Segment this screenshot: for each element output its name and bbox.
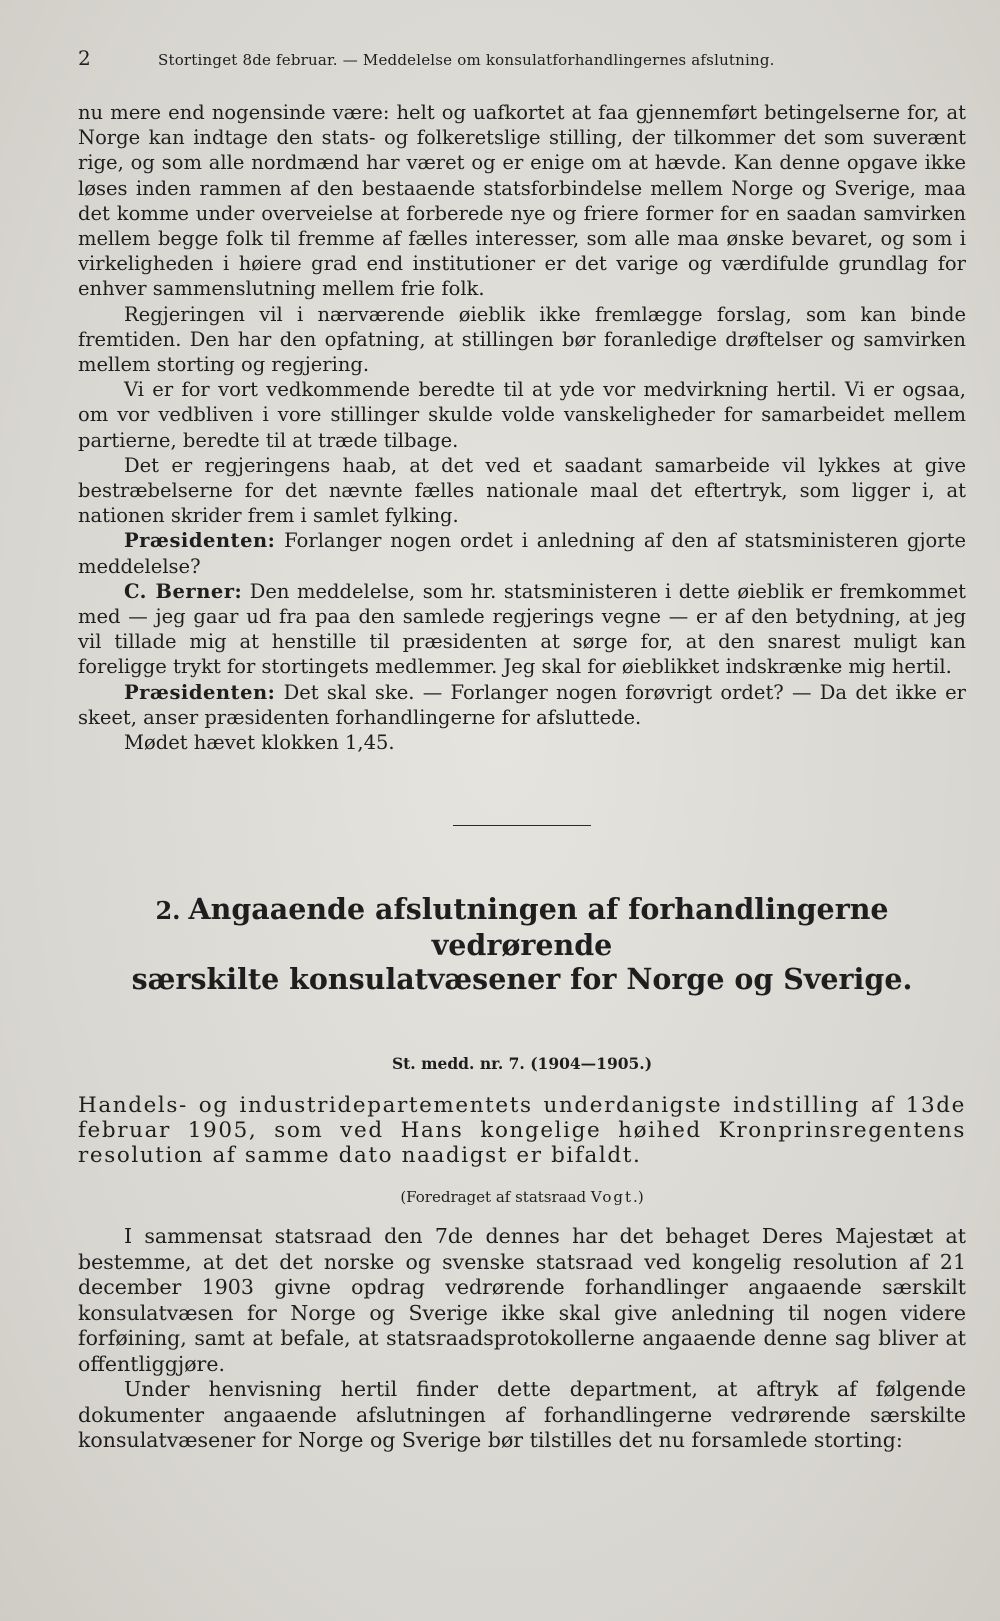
page-header — [78, 46, 966, 70]
minutes-text — [78, 100, 966, 755]
section-heading — [78, 892, 966, 996]
paragraph: Præsidenten: Det skal ske. — Forlanger nogen forøvrigt ordet? — Da det ikke er skeet, anser præsidenten forhandlingerne for afsluttede. — [78, 680, 966, 729]
paragraph: I sammensat statsraad den 7de dennes har det behaget Deres Majestæt at bestemme, at det det norske og svenske statsraad ved kongelig resolution af 21 december 1903 givne opdrag vedrørende forhandlinger angaaende særskilt konsulatvæsen for Norge og Sverige ikke skal give anledning til nogen videre forføining, samt at befale, at statsraadsprotokollerne angaaende denne sag bliver at offentliggjøre. — [78, 1224, 966, 1376]
paragraph: Mødet hævet klokken 1,45. — [124, 731, 395, 755]
speaker-name: Præsidenten: — [124, 529, 276, 553]
paragraph: Præsidenten: Forlanger nogen ordet i anledning af den af statsministeren gjorte meddelelse? — [78, 529, 966, 578]
speaker-name: Præsidenten: — [124, 680, 276, 704]
speaker-name: C. Berner: — [124, 579, 243, 603]
presented-by: (Foredraget af statsraad Vogt.) — [400, 1188, 644, 1207]
section-number: 2. — [155, 896, 181, 926]
paragraph: Vi er for vort vedkommende beredte til at yde vor medvirkning hertil. Vi er ogsaa, om vor vedbliven i vore stillinger skulde volde vanskeligheder for samarbeidet mellem partierne, beredte til at træde tilbage. — [78, 378, 966, 452]
page-number: 2 — [78, 46, 91, 70]
minister-name: Vogt — [590, 1188, 634, 1207]
section-title-line1: Angaaende afslutningen af forhandlingerne vedrørende — [188, 892, 889, 963]
paragraph: Det er regjeringens haab, at det ved et saadant samarbeide vil lykkes at give bestræbelserne for det nævnte fælles nationale maal det eftertryk, som ligger i, at nationen skrider frem i samlet fylking. — [78, 453, 966, 528]
running-title: Stortinget 8de februar. — Meddelelse om konsulatforhandlingernes afslutning. — [158, 51, 775, 69]
paragraph: Regjeringen vil i nærværende øieblik ikke fremlægge forslag, som kan binde fremtiden. Den har den opfatning, at stillingen bør foranledige drøftelser og samvirken mellem storting og regjering. — [78, 302, 966, 377]
proposal-text — [78, 1224, 966, 1454]
section-title-line2: særskilte konsulatvæsener for Norge og Sverige. — [131, 962, 913, 997]
paragraph: nu mere end nogensinde være: helt og uafkortet at faa gjennemført betingelserne for, at Norge kan indtage den stats- og folkeretslige stilling, der tilkommer det som suverænt rige, og som alle nordmænd har været og er enige om at hævde. Kan denne opgave ikke løses inden rammen af den bestaaende statsforbindelse mellem Norge og Sverige, maa det komme under overveielse at forberede nye og friere former for en saadan samvirken mellem begge folk til fremme af fælles interesser, som alle maa ønske bevaret, og som i virkeligheden i høiere grad end institutioner er det varige og værdifulde grundlag for enhver sammenslutning mellem frie folk. — [78, 101, 966, 301]
proposal-heading: Handels- og industridepartementets underdanigste indstilling af 13de februar 1905, som ved Hans kongelige høihed Kronprinsregentens resolution af samme dato naadigst er bifaldt. — [78, 1093, 966, 1169]
section-divider — [453, 825, 591, 826]
document-reference: St. medd. nr. 7. (1904—1905.) — [391, 1054, 653, 1074]
paragraph: C. Berner: Den meddelelse, som hr. statsministeren i dette øieblik er fremkommet med — jeg gaar ud fra paa den samlede regjerings vegne — er af den betydning, at jeg vil tillade mig at henstille til præsidenten at sørge for, at den snarest muligt kan foreligge trykt for stortingets medlemmer. Jeg skal for øieblikket indskrænke mig hertil. — [78, 579, 966, 679]
paragraph: Under henvisning hertil finder dette department, at aftryk af følgende dokumenter angaaende afslutningen af forhandlingerne vedrørende særskilte konsulatvæsener for Norge og Sverige bør tilstilles det nu forsamlede storting: — [78, 1377, 966, 1453]
